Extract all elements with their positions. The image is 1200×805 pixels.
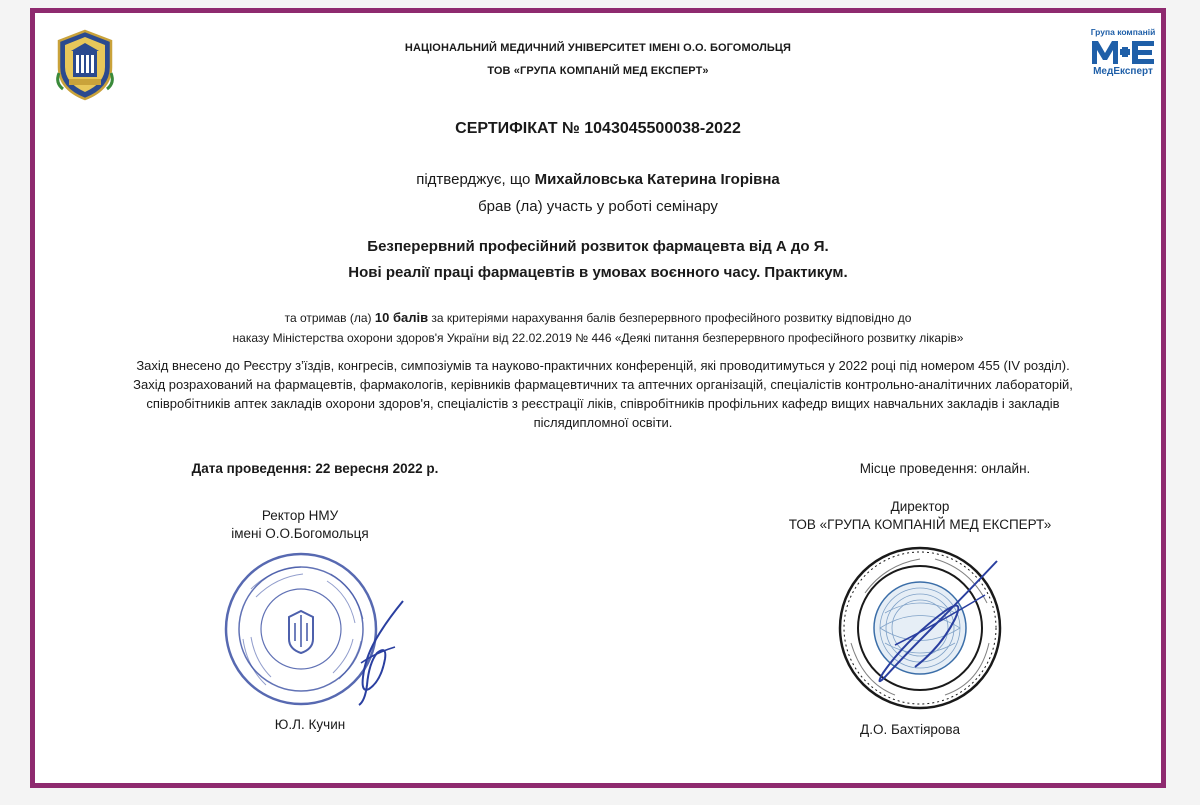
rector-title-line-2: імені О.О.Богомольця <box>231 526 369 541</box>
director-name: Д.О. Бахтіярова <box>860 722 960 737</box>
register-line: Захід розрахований на фармацевтів, фармакологів, керівників фармацевтичних та аптечних організацій, спеціалістів контрольно-аналітичних лабораторій, <box>133 377 1073 392</box>
confirm-prefix: підтверджує, що <box>416 171 535 188</box>
register-line: післядипломної освіти. <box>533 415 673 430</box>
register-line: Захід внесено до Реєстру з’їздів, конгресів, симпозіумів та науково-практичних конференцій, які проводитимуться у 2022 році під номером 455 (IV розділ). <box>136 358 1070 373</box>
seminar-title-line-2: Нові реалії праці фармацевтів в умовах воєнного часу. Практикум. <box>348 264 848 281</box>
certificate-title: СЕРТИФІКАТ № 1043045500038-2022 <box>455 120 741 137</box>
university-name: НАЦІОНАЛЬНИЙ МЕДИЧНИЙ УНІВЕРСИТЕТ ІМЕНІ О.О. БОГОМОЛЬЦЯ <box>404 42 792 54</box>
director-title <box>725 498 1115 534</box>
register-line: співробітників аптек закладів охорони здоров'я, спеціалістів з реєстрації ліків, співробітників профільних кафедр вищих навчальних закладів і закладів <box>146 396 1060 411</box>
director-signature <box>855 555 1005 695</box>
points-prefix: та отримав (ла) <box>284 311 375 325</box>
participant-name: Михайловська Катерина Ігорівна <box>534 171 780 188</box>
rector-name: Ю.Л. Кучин <box>274 717 346 732</box>
confirm-line <box>35 171 1161 188</box>
register-paragraph <box>55 356 1151 432</box>
me-mark-icon <box>1090 38 1156 66</box>
certificate-frame <box>30 8 1166 788</box>
rector-title <box>185 507 415 543</box>
points-value: 10 балів <box>374 310 429 325</box>
event-date: Дата проведення: 22 вересня 2022 р. <box>191 461 439 476</box>
logo-name: МедЕксперт <box>1093 66 1153 77</box>
rector-title-line-1: Ректор НМУ <box>261 508 339 523</box>
logo-caption: Група компаній <box>1090 27 1156 37</box>
points-line <box>35 310 1161 325</box>
medexpert-logo <box>1087 27 1159 83</box>
director-title-line-2: ТОВ «ГРУПА КОМПАНІЙ МЕД ЕКСПЕРТ» <box>788 517 1052 532</box>
director-title-line-1: Директор <box>890 499 950 514</box>
seminar-title-line-1: Безперервний професійний розвиток фармацевта від А до Я. <box>367 238 829 255</box>
event-place: Місце проведення: онлайн. <box>859 461 1031 476</box>
company-name: ТОВ «ГРУПА КОМПАНІЙ МЕД ЕКСПЕРТ» <box>487 65 709 77</box>
rector-signature <box>325 593 415 713</box>
points-suffix: за критеріями нарахування балів безперервного професійного розвитку відповідно до <box>428 311 912 325</box>
university-emblem <box>53 27 117 101</box>
participation-line: брав (ла) участь у роботі семінару <box>478 198 718 215</box>
order-line: наказу Міністерства охорони здоров'я України від 22.02.2019 № 446 «Деякі питання безперервного професійного розвитку лікарів» <box>232 331 964 345</box>
